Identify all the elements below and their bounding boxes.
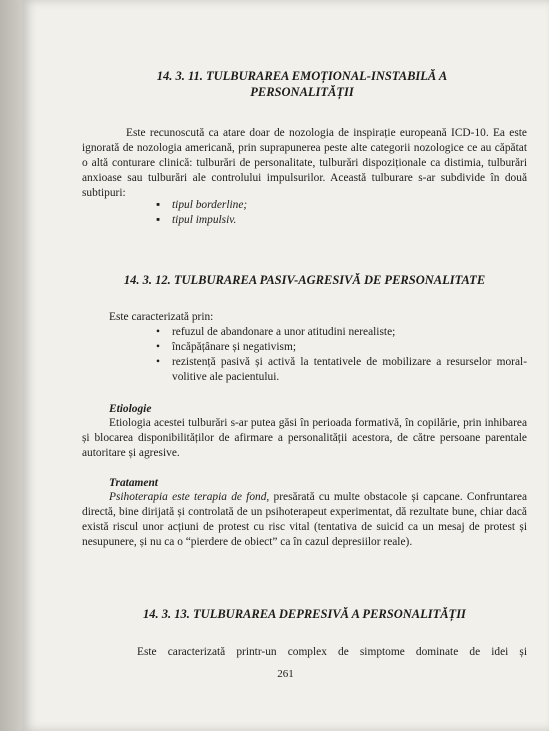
section-13-paragraph: Este caracterizată printr-un complex de simptome dominate de idei și <box>137 646 527 658</box>
treatment-text: presărată cu multe obstacole și capcane. Confruntarea directă, bine dirijată și controlată de un psihoterapeut experimentat, dă rezultate bune, chiar dacă există riscul unor acțiuni de protest cu risc vital (tentativa de suicid ca un mesaj de protest și nesupunere, și nu ca o “pierdere de obiect” ca în cazul depresiilor reale). <box>82 491 528 548</box>
list-item: ▪ tipul borderline; <box>156 199 248 211</box>
heading-line-2: PERSONALITĂȚII <box>250 85 354 99</box>
list-item: • refuzul de abandonare a unor atitudini nerealiste; <box>156 326 396 338</box>
heading-line-1: 14. 3. 11. TULBURAREA EMOȚIONAL-INSTABILĂ A <box>156 69 448 83</box>
treatment-title: Tratament <box>109 477 158 489</box>
treatment-lead: Psihoterapia este terapia de fond, <box>109 491 270 503</box>
section-heading-11 <box>112 68 492 100</box>
section-heading-12: 14. 3. 12. TULBURAREA PASIV-AGRESIVĂ DE PERSONALITATE <box>123 273 486 287</box>
etiology-paragraph: Etiologia acestei tulburări s-ar putea găsi în perioada formativă, în copilărie, prin inhibarea și blocarea disponibilităților de afirmare a personalității acestora, de către persoane parentale autoritare și agresive. <box>82 417 527 459</box>
section-11-paragraph: Este recunoscută ca atare doar de nozologia de inspirație europeană ICD-10. Ea este ignorată de nozologia americană, prin suprapunerea peste alte categorii nozologice ce au căpătat o altă conturare clinică: tulburări de personalitate, tulburări dispoziționale ca distimia, tulburări anxioase sau tulburări ale controlului impulsurilor. Această tulburare s-ar subdivide în două subtipuri: <box>82 127 527 199</box>
list-item: ▪ tipul impulsiv. <box>156 214 237 226</box>
etiology-title: Etiologie <box>109 403 152 415</box>
section-12-intro: Este caracterizată prin: <box>109 311 214 323</box>
book-page <box>22 0 549 731</box>
section-11-bullet-list <box>156 198 456 228</box>
section-heading-13: 14. 3. 13. TULBURAREA DEPRESIVĂ A PERSONALITĂȚII <box>143 607 466 621</box>
list-item: • rezistență pasivă și activă la tentativele de mobilizare a resurselor moral-volitive ale pacientului. <box>156 356 527 383</box>
treatment-paragraph <box>82 490 527 550</box>
page-number: 261 <box>277 668 294 680</box>
section-12-bullet-list <box>156 325 527 385</box>
book-gutter <box>0 0 22 731</box>
list-item: • încăpățânare și negativism; <box>156 341 296 353</box>
